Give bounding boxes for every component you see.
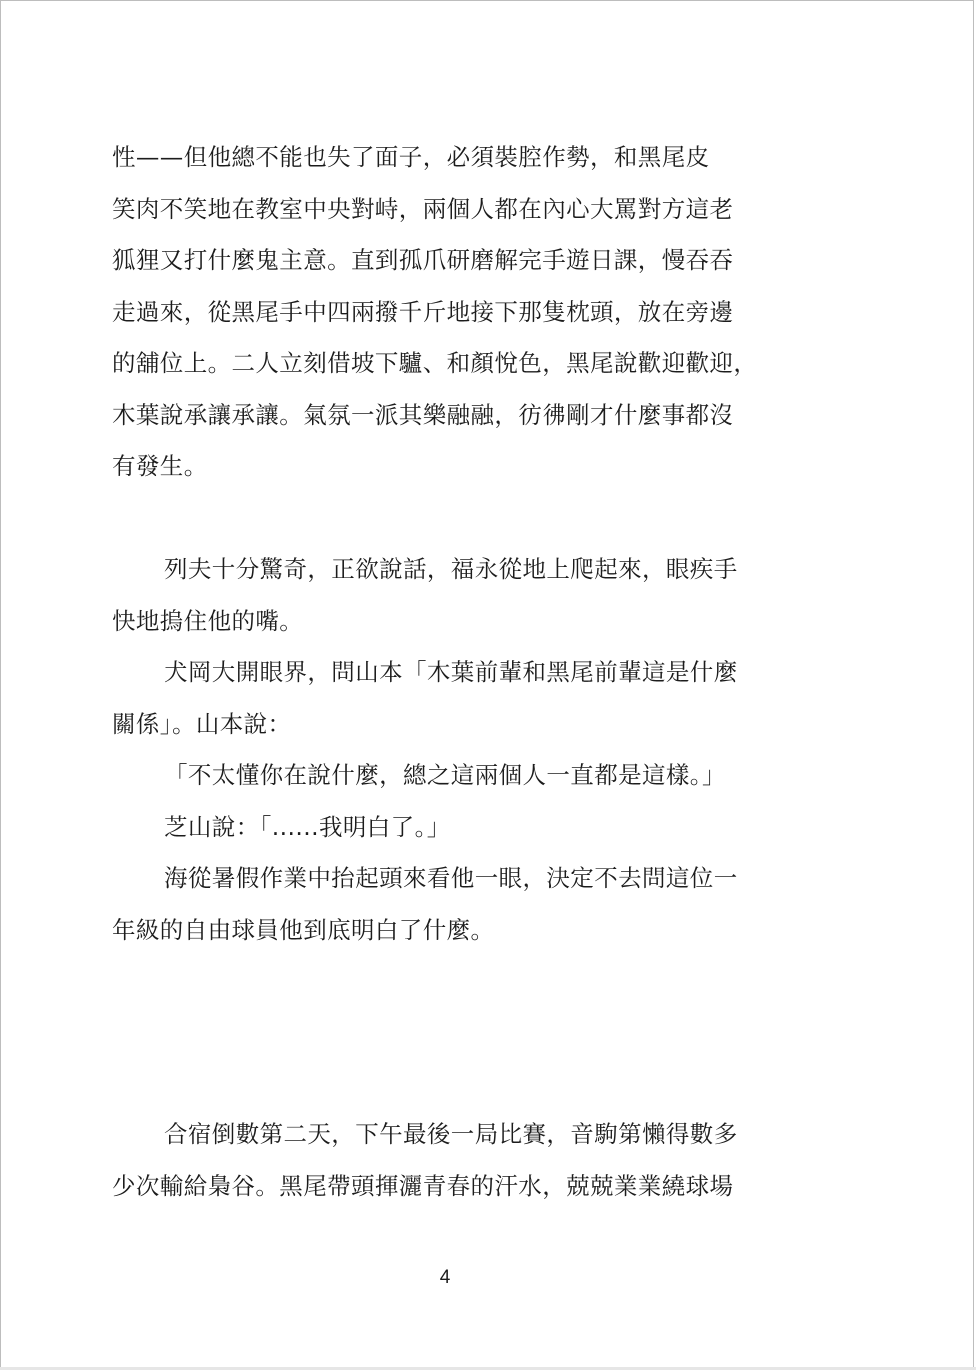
- text-line: 芝山說：「......我明白了。」: [164, 812, 451, 841]
- text-line: 木葉說承讓承讓。氣氛一派其樂融融，彷彿剛才什麼事都沒: [112, 400, 734, 429]
- text-line: 海從暑假作業中抬起頭來看他一眼，決定不去問這位一: [164, 864, 738, 892]
- text-line: 狐狸又打什麼鬼主意。直到孤爪研磨解完手遊日課，慢吞吞: [112, 246, 734, 274]
- text-line: 列夫十分驚奇，正欲說話，福永從地上爬起來，眼疾手: [164, 555, 738, 583]
- paragraph-block: [112, 544, 784, 956]
- text-line: 年級的自由球員他到底明白了什麼。: [112, 915, 495, 944]
- text-line: 走過來，從黑尾手中四兩撥千斤地接下那隻枕頭，放在旁邊: [112, 297, 734, 326]
- paragraph-block: [112, 132, 784, 493]
- text-line: 有發生。: [112, 452, 208, 480]
- text-line: 笑肉不笑地在教室中央對峙，兩個人都在內心大罵對方這老: [112, 194, 734, 223]
- text-line: 犬岡大開眼界，問山本「木葉前輩和黑尾前輩這是什麼: [164, 658, 738, 686]
- page-number: 4: [439, 1267, 451, 1288]
- text-line: 關係」。山本說：: [112, 709, 292, 738]
- paragraph-block: [112, 1109, 784, 1212]
- text-line: 少次輸給梟谷。黑尾帶頭揮灑青春的汗水，兢兢業業繞球場: [112, 1171, 734, 1200]
- text-line: 合宿倒數第二天，下午最後一局比賽，音駒第懶得數多: [164, 1120, 738, 1148]
- text-line: 快地摀住他的嘴。: [112, 606, 304, 635]
- text-line: 性——但他總不能也失了面子，必須裝腔作勢，和黑尾皮: [112, 143, 710, 171]
- text-line: 「不太懂你在說什麼，總之這兩個人一直都是這樣。」: [164, 761, 726, 789]
- text-line: 的舖位上。二人立刻借坡下驢、和顏悅色，黑尾說歡迎歡迎，: [112, 349, 758, 377]
